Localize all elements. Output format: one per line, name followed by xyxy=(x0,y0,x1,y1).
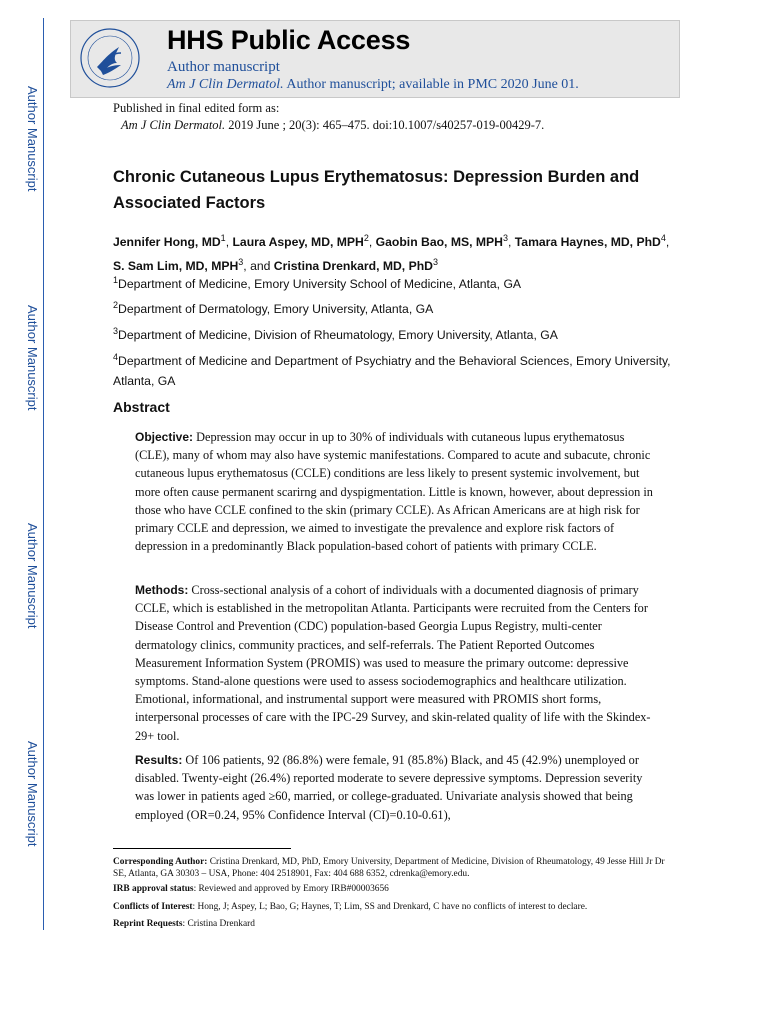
affiliation-text: Department of Medicine, Emory University School of Medicine, Atlanta, GA xyxy=(118,277,522,292)
side-label-author-manuscript: Author Manuscript xyxy=(25,86,40,192)
author-separator: , xyxy=(225,235,233,250)
published-label: Published in final edited form as: xyxy=(113,101,280,115)
affiliation-1 xyxy=(113,270,673,294)
reprint-text: : Cristina Drenkard xyxy=(182,919,255,929)
results-text: Of 106 patients, 92 (86.8%) were female, 91 (85.8%) Black, and 45 (42.9%) unemployed or disabled. Twenty-eight (26.4%) reported moderate to severe depressive symptoms. Depression severity was lower in patients aged ≥60, married, or college-graduated. Univariate analysis showed that being employed (OR=0.24, 95% Confidence Interval (CI)=0.10-0.61), xyxy=(135,753,643,822)
irb-text: : Reviewed and approved by Emory IRB#00003656 xyxy=(193,884,389,894)
abstract-heading: Abstract xyxy=(113,399,170,415)
author-name: Laura Aspey, MD, MPH xyxy=(232,235,364,250)
methods-label: Methods: xyxy=(135,583,189,597)
abstract-results xyxy=(135,751,660,824)
article-title: Chronic Cutaneous Lupus Erythematosus: Depression Burden and Associated Factors xyxy=(113,168,640,212)
footnote-conflicts xyxy=(113,902,673,914)
coi-label: Conflicts of Interest xyxy=(113,902,193,912)
footnote-reprint xyxy=(113,919,673,931)
published-journal: Am J Clin Dermatol. xyxy=(121,118,226,132)
author-affiliation-sup: 4 xyxy=(660,233,666,243)
side-margin-rule xyxy=(43,18,44,930)
footnote-corresponding-author xyxy=(113,857,673,880)
author-affiliation-sup: 3 xyxy=(502,233,508,243)
author-separator: , xyxy=(507,235,515,250)
hhs-header-box xyxy=(70,20,680,98)
abstract-objective xyxy=(135,428,660,555)
footnote-irb xyxy=(113,884,673,896)
author-affiliation-sup: 2 xyxy=(363,233,369,243)
affiliation-4 xyxy=(113,347,673,391)
affiliation-text: Department of Medicine, Division of Rheumatology, Emory University, Atlanta, GA xyxy=(118,328,558,343)
corresponding-text: Cristina Drenkard, MD, PhD, Emory University, Department of Medicine, Division of Rheumatology, 49 Jesse Hill Jr Dr SE, Atlanta, GA 30303 – USA, Phone: 404 2518901, Fax: 404 688 6352, cdrenka@emory.edu. xyxy=(113,857,665,879)
objective-text: Depression may occur in up to 30% of individuals with cutaneous lupus erythematosus (CLE), many of whom may also have systemic manifestations. Compared to acute and subacute, chronic cutaneous lupus erythematosus (CCLE) conditions are less likely to present systemic involvement, but more often cause permanent scarirng and dyspigmentation. Little is known, however, about depression in those who have CCLE confined to the skin (primary CCLE). As African Americans are at high risk for primary CCLE and depression, we aimed to investigate the prevalence and explore risk factors of depression in a predominantly Black population-based cohort of patients with primary CCLE. xyxy=(135,430,653,554)
author-affiliation-sup: 1 xyxy=(220,233,226,243)
affiliation-text: Department of Medicine and Department of Psychiatry and the Behavioral Sciences, Emory University, Atlanta, GA xyxy=(113,354,671,389)
affiliation-3 xyxy=(113,321,673,345)
reprint-label: Reprint Requests xyxy=(113,919,183,929)
author-name: S. Sam Lim, MD, MPH xyxy=(113,259,239,274)
side-label-author-manuscript: Author Manuscript xyxy=(25,741,40,847)
affiliation-sup: 1 xyxy=(113,275,119,285)
author-name: Jennifer Hong, MD xyxy=(113,235,221,250)
footnote-divider xyxy=(113,848,291,849)
author-separator: , and xyxy=(243,259,274,274)
affiliation-text: Department of Dermatology, Emory University, Atlanta, GA xyxy=(118,302,434,317)
affiliation-2 xyxy=(113,295,673,319)
author-name: Tamara Haynes, MD, PhD xyxy=(514,235,661,250)
irb-label: IRB approval status xyxy=(113,884,194,894)
corresponding-label: Corresponding Author: xyxy=(113,857,208,867)
affiliation-sup: 2 xyxy=(113,300,119,310)
methods-text: Cross-sectional analysis of a cohort of individuals with a documented diagnosis of primary CCLE, which is established in the metropolitan Atlanta. Participants were recruited from the Centers for Disease Control and Prevention (CDC) population-based Georgia Lupus Registry, multi-center dermatology clinics, community practices, and self-referrals. The Patient Reported Outcomes Measurement Information System (PROMIS) was used to measure the primary outcome: depressive symptoms. Stand-alone questions were used to assess sociodemographics and healthcare utilization. Emotional, informational, and instrumental support were measured with PROMIS short forms, interpersonal processes of care with the IPC-29 Survey, and skin-related quality of life with the Skindex-29+ tool. xyxy=(135,583,651,743)
objective-label: Objective: xyxy=(135,430,194,444)
author-separator: , xyxy=(368,235,376,250)
author-list xyxy=(113,228,673,276)
affiliation-sup: 3 xyxy=(113,326,119,336)
side-label-author-manuscript: Author Manuscript xyxy=(25,523,40,629)
author-name: Gaobin Bao, MS, MPH xyxy=(375,235,503,250)
header-subtitle: Author manuscript xyxy=(167,59,280,75)
header-journal-availability: Author manuscript; available in PMC 2020 June 01. xyxy=(283,77,579,92)
author-affiliation-sup: 3 xyxy=(432,257,438,268)
side-label-author-manuscript: Author Manuscript xyxy=(25,305,40,411)
header-journal-line xyxy=(167,77,579,93)
affiliation-sup: 4 xyxy=(113,352,119,362)
coi-text: : Hong, J; Aspey, L; Bao, G; Haynes, T; Lim, SS and Drenkard, C have no conflicts of interest to declare. xyxy=(192,902,588,912)
results-label: Results: xyxy=(135,753,183,767)
header-journal-name: Am J Clin Dermatol. xyxy=(167,77,284,92)
hhs-title: HHS Public Access xyxy=(167,25,411,55)
author-name: Cristina Drenkard, MD, PhD xyxy=(273,259,433,274)
published-reference xyxy=(113,117,544,134)
published-details: 2019 June ; 20(3): 465–475. doi:10.1007/s40257-019-00429-7. xyxy=(225,118,545,132)
abstract-methods xyxy=(135,581,660,745)
author-separator: , xyxy=(665,235,670,250)
author-affiliation-sup: 3 xyxy=(238,257,244,268)
hhs-eagle-logo-icon xyxy=(79,27,141,89)
published-citation xyxy=(113,100,544,134)
